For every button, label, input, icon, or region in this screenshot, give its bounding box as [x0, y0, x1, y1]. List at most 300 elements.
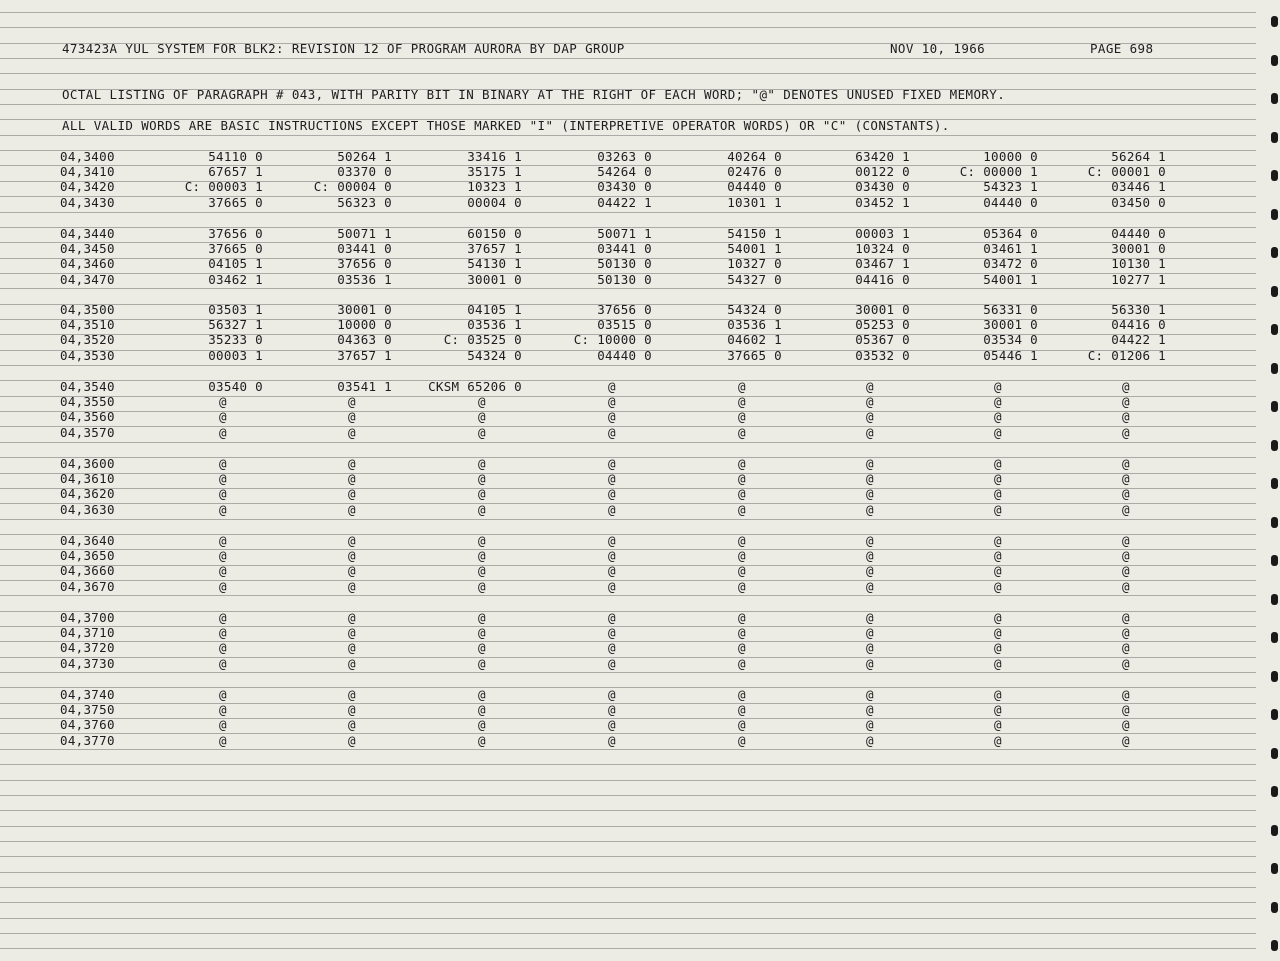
unused-memory-marker: @: [866, 563, 874, 578]
unused-memory-marker: @: [348, 533, 356, 548]
unused-memory-marker: @: [608, 610, 616, 625]
octal-word: C: 01206 1: [1087, 348, 1166, 363]
unused-memory-marker: @: [994, 471, 1002, 486]
unused-memory-marker: @: [994, 625, 1002, 640]
unused-memory-marker: @: [219, 702, 227, 717]
unused-memory-marker: @: [738, 733, 746, 748]
unused-memory-marker: @: [478, 394, 486, 409]
octal-address: 04,3560: [60, 409, 115, 424]
octal-word: 04416 0: [855, 272, 910, 287]
unused-memory-marker: @: [219, 486, 227, 501]
octal-word: 10000 0: [337, 317, 392, 332]
unused-memory-marker: @: [348, 486, 356, 501]
unused-memory-marker: @: [866, 548, 874, 563]
unused-memory-marker: @: [866, 533, 874, 548]
unused-memory-marker: @: [994, 486, 1002, 501]
octal-word: 04363 0: [337, 332, 392, 347]
feed-hole: [1271, 594, 1278, 605]
rule-line: [0, 580, 1256, 581]
rule-line: [0, 411, 1256, 412]
octal-word: 37656 0: [597, 302, 652, 317]
unused-memory-marker: @: [219, 533, 227, 548]
rule-line: [0, 565, 1256, 566]
octal-word: 56327 1: [208, 317, 263, 332]
unused-memory-marker: @: [219, 548, 227, 563]
unused-memory-marker: @: [738, 548, 746, 563]
feed-hole: [1271, 363, 1278, 374]
octal-word: 33416 1: [467, 149, 522, 164]
octal-word: 37657 1: [467, 241, 522, 256]
rule-line: [0, 841, 1256, 842]
feed-hole: [1271, 132, 1278, 143]
unused-memory-marker: @: [1122, 702, 1130, 717]
unused-memory-marker: @: [478, 579, 486, 594]
octal-word: 54327 0: [727, 272, 782, 287]
unused-memory-marker: @: [478, 733, 486, 748]
unused-memory-marker: @: [994, 687, 1002, 702]
unused-memory-marker: @: [1122, 425, 1130, 440]
rule-line: [0, 503, 1256, 504]
unused-memory-marker: @: [738, 625, 746, 640]
rule-line: [0, 626, 1256, 627]
octal-address: 04,3630: [60, 502, 115, 517]
unused-memory-marker: @: [348, 687, 356, 702]
octal-word: 54323 1: [983, 179, 1038, 194]
unused-memory-marker: @: [608, 471, 616, 486]
octal-address: 04,3520: [60, 332, 115, 347]
unused-memory-marker: @: [738, 717, 746, 732]
unused-memory-marker: @: [478, 456, 486, 471]
unused-memory-marker: @: [608, 733, 616, 748]
unused-memory-marker: @: [994, 548, 1002, 563]
unused-memory-marker: @: [738, 640, 746, 655]
header-page-number: PAGE 698: [1090, 41, 1154, 56]
octal-word: 54001 1: [727, 241, 782, 256]
unused-memory-marker: @: [994, 456, 1002, 471]
rule-line: [0, 212, 1256, 213]
unused-memory-marker: @: [866, 456, 874, 471]
octal-word: 30001 0: [337, 302, 392, 317]
octal-word: 10324 0: [855, 241, 910, 256]
octal-word: 67657 1: [208, 164, 263, 179]
octal-word: 04440 0: [727, 179, 782, 194]
unused-memory-marker: @: [219, 610, 227, 625]
octal-word: 03446 1: [1111, 179, 1166, 194]
octal-word: 60150 0: [467, 226, 522, 241]
octal-address: 04,3550: [60, 394, 115, 409]
unused-memory-marker: @: [478, 717, 486, 732]
unused-memory-marker: @: [994, 579, 1002, 594]
feed-hole: [1271, 324, 1278, 335]
unused-memory-marker: @: [478, 563, 486, 578]
octal-word: 03430 0: [855, 179, 910, 194]
unused-memory-marker: @: [608, 486, 616, 501]
octal-word: 37656 0: [337, 256, 392, 271]
octal-word: 03370 0: [337, 164, 392, 179]
unused-memory-marker: @: [219, 471, 227, 486]
unused-memory-marker: @: [738, 379, 746, 394]
rule-line: [0, 73, 1256, 74]
feed-hole: [1271, 170, 1278, 181]
octal-word: 54130 1: [467, 256, 522, 271]
octal-word: 54324 0: [727, 302, 782, 317]
octal-address: 04,3400: [60, 149, 115, 164]
octal-word: 30001 0: [1111, 241, 1166, 256]
octal-word: C: 00001 0: [1087, 164, 1166, 179]
unused-memory-marker: @: [348, 409, 356, 424]
feed-hole: [1271, 632, 1278, 643]
unused-memory-marker: @: [738, 456, 746, 471]
unused-memory-marker: @: [994, 733, 1002, 748]
unused-memory-marker: @: [608, 409, 616, 424]
unused-memory-marker: @: [994, 379, 1002, 394]
octal-word: 03430 0: [597, 179, 652, 194]
octal-word: 03441 0: [597, 241, 652, 256]
rule-line: [0, 442, 1256, 443]
rule-line: [0, 58, 1256, 59]
unused-memory-marker: @: [219, 733, 227, 748]
rule-line: [0, 135, 1256, 136]
unused-memory-marker: @: [478, 471, 486, 486]
unused-memory-marker: @: [866, 471, 874, 486]
unused-memory-marker: @: [1122, 640, 1130, 655]
octal-address: 04,3410: [60, 164, 115, 179]
unused-memory-marker: @: [219, 456, 227, 471]
octal-word: 54110 0: [208, 149, 263, 164]
rule-line: [0, 795, 1256, 796]
octal-word: 04440 0: [597, 348, 652, 363]
octal-address: 04,3450: [60, 241, 115, 256]
unused-memory-marker: @: [219, 717, 227, 732]
octal-word: 03462 1: [208, 272, 263, 287]
octal-address: 04,3660: [60, 563, 115, 578]
octal-word: 10327 0: [727, 256, 782, 271]
unused-memory-marker: @: [478, 687, 486, 702]
octal-word: 03515 0: [597, 317, 652, 332]
octal-word: 56331 0: [983, 302, 1038, 317]
octal-word: 10000 0: [983, 149, 1038, 164]
feed-hole: [1271, 16, 1278, 27]
unused-memory-marker: @: [348, 702, 356, 717]
unused-memory-marker: @: [994, 533, 1002, 548]
rule-line: [0, 933, 1256, 934]
unused-memory-marker: @: [608, 687, 616, 702]
unused-memory-marker: @: [1122, 394, 1130, 409]
unused-memory-marker: @: [866, 702, 874, 717]
rule-line: [0, 288, 1256, 289]
rule-line: [0, 687, 1256, 688]
unused-memory-marker: @: [994, 656, 1002, 671]
unused-memory-marker: @: [219, 563, 227, 578]
rule-line: [0, 826, 1256, 827]
rule-line: [0, 872, 1256, 873]
unused-memory-marker: @: [348, 563, 356, 578]
octal-word: 00003 1: [208, 348, 263, 363]
octal-word: 50130 0: [597, 272, 652, 287]
unused-memory-marker: @: [219, 409, 227, 424]
unused-memory-marker: @: [1122, 733, 1130, 748]
unused-memory-marker: @: [1122, 379, 1130, 394]
unused-memory-marker: @: [348, 548, 356, 563]
feed-hole: [1271, 748, 1278, 759]
octal-word: 03536 1: [467, 317, 522, 332]
unused-memory-marker: @: [738, 687, 746, 702]
octal-address: 04,3670: [60, 579, 115, 594]
rule-line: [0, 733, 1256, 734]
unused-memory-marker: @: [1122, 610, 1130, 625]
unused-memory-marker: @: [866, 656, 874, 671]
octal-word: 37656 0: [208, 226, 263, 241]
octal-address: 04,3460: [60, 256, 115, 271]
octal-word: 03503 1: [208, 302, 263, 317]
rule-line: [0, 396, 1256, 397]
octal-word: 05253 0: [855, 317, 910, 332]
octal-word: CKSM 65206 0: [428, 379, 522, 394]
feed-hole: [1271, 440, 1278, 451]
rule-line: [0, 380, 1256, 381]
rule-line: [0, 473, 1256, 474]
unused-memory-marker: @: [608, 717, 616, 732]
unused-memory-marker: @: [994, 610, 1002, 625]
unused-memory-marker: @: [348, 502, 356, 517]
octal-word: 04422 1: [1111, 332, 1166, 347]
unused-memory-marker: @: [608, 394, 616, 409]
unused-memory-marker: @: [1122, 456, 1130, 471]
feed-hole: [1271, 902, 1278, 913]
octal-word: 05446 1: [983, 348, 1038, 363]
unused-memory-marker: @: [478, 625, 486, 640]
listing-description-note: OCTAL LISTING OF PARAGRAPH # 043, WITH PARITY BIT IN BINARY AT THE RIGHT OF EACH WORD; "@" DENOTES UNUSED FIXED MEMORY.: [62, 87, 1006, 102]
unused-memory-marker: @: [348, 471, 356, 486]
unused-memory-marker: @: [738, 579, 746, 594]
octal-word: 03450 0: [1111, 195, 1166, 210]
unused-memory-marker: @: [1122, 486, 1130, 501]
octal-word: 00004 0: [467, 195, 522, 210]
unused-memory-marker: @: [866, 717, 874, 732]
octal-address: 04,3750: [60, 702, 115, 717]
unused-memory-marker: @: [219, 579, 227, 594]
unused-memory-marker: @: [348, 610, 356, 625]
octal-word: 54001 1: [983, 272, 1038, 287]
rule-line: [0, 657, 1256, 658]
unused-memory-marker: @: [348, 456, 356, 471]
unused-memory-marker: @: [1122, 656, 1130, 671]
unused-memory-marker: @: [478, 640, 486, 655]
octal-word: C: 00003 1: [184, 179, 263, 194]
unused-memory-marker: @: [608, 640, 616, 655]
rule-line: [0, 749, 1256, 750]
header-program-line: 473423A YUL SYSTEM FOR BLK2: REVISION 12 OF PROGRAM AURORA BY DAP GROUP: [62, 41, 625, 56]
unused-memory-marker: @: [219, 687, 227, 702]
rule-line: [0, 365, 1256, 366]
unused-memory-marker: @: [994, 409, 1002, 424]
feed-hole: [1271, 401, 1278, 412]
feed-hole: [1271, 478, 1278, 489]
octal-word: 35175 1: [467, 164, 522, 179]
octal-address: 04,3640: [60, 533, 115, 548]
octal-word: 04422 1: [597, 195, 652, 210]
octal-word: C: 03525 0: [443, 332, 522, 347]
unused-memory-marker: @: [608, 656, 616, 671]
octal-word: 04440 0: [983, 195, 1038, 210]
unused-memory-marker: @: [866, 502, 874, 517]
unused-memory-marker: @: [478, 656, 486, 671]
unused-memory-marker: @: [608, 702, 616, 717]
rule-line: [0, 549, 1256, 550]
unused-memory-marker: @: [608, 379, 616, 394]
rule-line: [0, 918, 1256, 919]
rule-line: [0, 12, 1256, 13]
unused-memory-marker: @: [866, 579, 874, 594]
octal-word: 30001 0: [467, 272, 522, 287]
unused-memory-marker: @: [1122, 579, 1130, 594]
unused-memory-marker: @: [608, 456, 616, 471]
octal-word: 03532 0: [855, 348, 910, 363]
feed-hole: [1271, 940, 1278, 951]
octal-word: 03452 1: [855, 195, 910, 210]
octal-address: 04,3650: [60, 548, 115, 563]
octal-address: 04,3610: [60, 471, 115, 486]
rule-line: [0, 611, 1256, 612]
octal-address: 04,3730: [60, 656, 115, 671]
octal-address: 04,3700: [60, 610, 115, 625]
octal-word: 37665 0: [208, 241, 263, 256]
octal-word: 04105 1: [208, 256, 263, 271]
octal-address: 04,3770: [60, 733, 115, 748]
rule-line: [0, 457, 1256, 458]
unused-memory-marker: @: [866, 640, 874, 655]
octal-word: C: 00000 1: [959, 164, 1038, 179]
unused-memory-marker: @: [738, 610, 746, 625]
unused-memory-marker: @: [738, 502, 746, 517]
octal-word: 10277 1: [1111, 272, 1166, 287]
unused-memory-marker: @: [348, 625, 356, 640]
rule-line: [0, 534, 1256, 535]
octal-word: 03467 1: [855, 256, 910, 271]
unused-memory-marker: @: [1122, 687, 1130, 702]
header-date: NOV 10, 1966: [890, 41, 986, 56]
octal-address: 04,3760: [60, 717, 115, 732]
octal-address: 04,3530: [60, 348, 115, 363]
unused-memory-marker: @: [608, 579, 616, 594]
feed-hole: [1271, 286, 1278, 297]
unused-memory-marker: @: [994, 425, 1002, 440]
unused-memory-marker: @: [219, 640, 227, 655]
rule-line: [0, 426, 1256, 427]
octal-word: 04440 0: [1111, 226, 1166, 241]
unused-memory-marker: @: [348, 425, 356, 440]
rule-line: [0, 780, 1256, 781]
feed-hole: [1271, 93, 1278, 104]
unused-memory-marker: @: [866, 486, 874, 501]
unused-memory-marker: @: [608, 563, 616, 578]
octal-word: 03263 0: [597, 149, 652, 164]
octal-word: 05364 0: [983, 226, 1038, 241]
unused-memory-marker: @: [738, 471, 746, 486]
feed-hole: [1271, 709, 1278, 720]
octal-word: 10130 1: [1111, 256, 1166, 271]
octal-word: 00003 1: [855, 226, 910, 241]
octal-address: 04,3710: [60, 625, 115, 640]
unused-memory-marker: @: [608, 425, 616, 440]
octal-word: 02476 0: [727, 164, 782, 179]
octal-word: C: 10000 0: [573, 332, 652, 347]
unused-memory-marker: @: [738, 425, 746, 440]
unused-memory-marker: @: [994, 702, 1002, 717]
octal-word: 54264 0: [597, 164, 652, 179]
octal-word: 30001 0: [855, 302, 910, 317]
unused-memory-marker: @: [1122, 717, 1130, 732]
rule-line: [0, 104, 1256, 105]
octal-word: C: 00004 0: [313, 179, 392, 194]
octal-word: 00122 0: [855, 164, 910, 179]
octal-address: 04,3740: [60, 687, 115, 702]
unused-memory-marker: @: [478, 502, 486, 517]
feed-hole: [1271, 555, 1278, 566]
octal-word: 30001 0: [983, 317, 1038, 332]
unused-memory-marker: @: [219, 502, 227, 517]
octal-word: 03541 1: [337, 379, 392, 394]
feed-hole: [1271, 517, 1278, 528]
octal-address: 04,3440: [60, 226, 115, 241]
unused-memory-marker: @: [608, 533, 616, 548]
unused-memory-marker: @: [994, 563, 1002, 578]
unused-memory-marker: @: [478, 548, 486, 563]
rule-line: [0, 887, 1256, 888]
unused-memory-marker: @: [866, 687, 874, 702]
octal-word: 37665 0: [727, 348, 782, 363]
octal-word: 04105 1: [467, 302, 522, 317]
octal-word: 56264 1: [1111, 149, 1166, 164]
unused-memory-marker: @: [994, 717, 1002, 732]
octal-word: 03536 1: [337, 272, 392, 287]
octal-address: 04,3470: [60, 272, 115, 287]
unused-memory-marker: @: [608, 502, 616, 517]
octal-word: 40264 0: [727, 149, 782, 164]
unused-memory-marker: @: [478, 610, 486, 625]
rule-line: [0, 703, 1256, 704]
unused-memory-marker: @: [738, 533, 746, 548]
octal-word: 63420 1: [855, 149, 910, 164]
unused-memory-marker: @: [1122, 471, 1130, 486]
unused-memory-marker: @: [1122, 625, 1130, 640]
feed-hole: [1271, 671, 1278, 682]
octal-word: 37657 1: [337, 348, 392, 363]
rule-line: [0, 902, 1256, 903]
listing-legend-note: ALL VALID WORDS ARE BASIC INSTRUCTIONS EXCEPT THOSE MARKED "I" (INTERPRETIVE OPERATOR WORDS) OR "C" (CONSTANTS).: [62, 118, 950, 133]
octal-address: 04,3600: [60, 456, 115, 471]
octal-word: 50130 0: [597, 256, 652, 271]
unused-memory-marker: @: [866, 394, 874, 409]
rule-line: [0, 718, 1256, 719]
unused-memory-marker: @: [866, 733, 874, 748]
octal-word: 35233 0: [208, 332, 263, 347]
octal-word: 56323 0: [337, 195, 392, 210]
octal-word: 54150 1: [727, 226, 782, 241]
rule-line: [0, 810, 1256, 811]
unused-memory-marker: @: [1122, 502, 1130, 517]
octal-word: 03441 0: [337, 241, 392, 256]
octal-word: 54324 0: [467, 348, 522, 363]
rule-line: [0, 27, 1256, 28]
unused-memory-marker: @: [738, 563, 746, 578]
unused-memory-marker: @: [1122, 548, 1130, 563]
unused-memory-marker: @: [866, 379, 874, 394]
octal-address: 04,3420: [60, 179, 115, 194]
unused-memory-marker: @: [1122, 563, 1130, 578]
octal-address: 04,3430: [60, 195, 115, 210]
feed-hole: [1271, 209, 1278, 220]
